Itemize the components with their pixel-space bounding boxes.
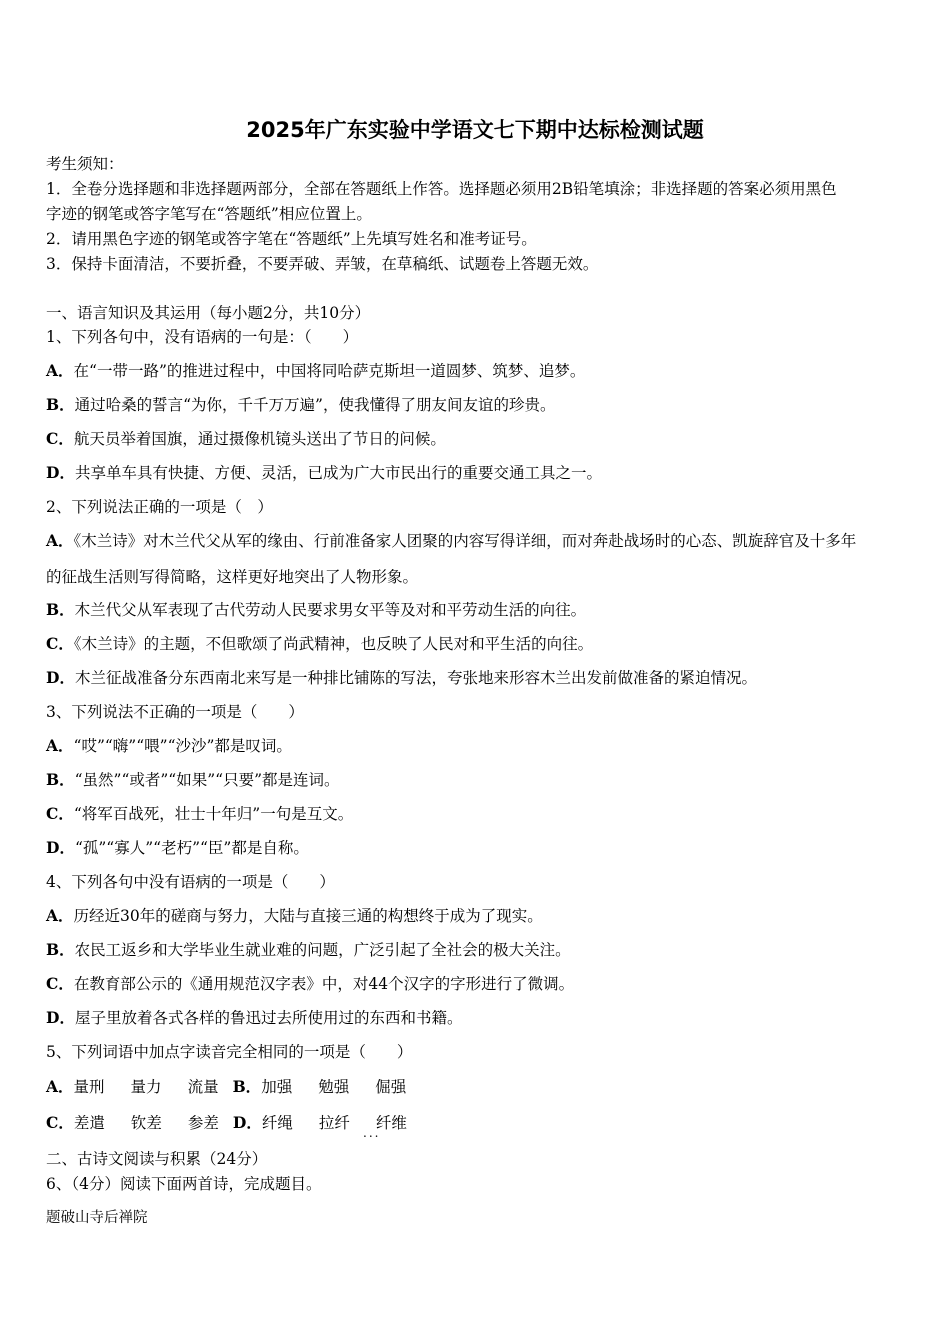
option-text: 屋子里放着各式各样的鲁迅过去所使用过的东西和书籍。 — [74, 1009, 463, 1027]
q4-option-d — [46, 1008, 462, 1028]
option-label: D． — [46, 668, 75, 687]
option-label: D． — [232, 1113, 262, 1132]
q5-row-ab — [46, 1077, 432, 1097]
emphasis-dots: ... — [363, 1126, 381, 1140]
q2-option-d — [46, 668, 757, 688]
q2-option-c — [46, 634, 593, 654]
option-text: 农民工返乡和大学毕业生就业难的问题，广泛引起了全社会的极大关注。 — [74, 941, 571, 959]
option-text: “孤”“寡人”“老朽”“臣”都是自称。 — [74, 839, 309, 857]
word: 倔强 — [375, 1078, 407, 1096]
word: 流量 — [187, 1078, 219, 1096]
option-text: 《木兰诗》的主题，不但歌颂了尚武精神，也反映了人民对和平生活的向往。 — [73, 635, 594, 653]
q3-option-d — [46, 838, 309, 858]
q2-option-a — [46, 531, 856, 551]
word: 拉纤 — [318, 1114, 350, 1132]
q1-option-d — [46, 463, 602, 483]
option-text: 航天员举着国旗，通过摄像机镜头送出了节日的问候。 — [73, 430, 446, 448]
option-label: B． — [46, 395, 75, 414]
option-label: B． — [46, 600, 75, 619]
word: 差遣 — [73, 1114, 105, 1132]
option-text: “哎”“嗨”“喂”“沙沙”都是叹词。 — [73, 737, 292, 755]
notice-line-1: 1．全卷分选择题和非选择题两部分，全部在答题纸上作答。选择题必须用2B铅笔填涂；非选择题的答案必须用黑色 — [46, 180, 837, 198]
q1-stem: 1、下列各句中，没有语病的一句是：（ ） — [46, 328, 359, 346]
q2-option-a-cont: 的征战生活则写得简略，这样更好地突出了人物形象。 — [46, 568, 419, 586]
word: 勉强 — [318, 1078, 350, 1096]
option-text: 通过哈桑的誓言“为你，千千万万遍”，使我懂得了朋友间友谊的珍贵。 — [74, 396, 556, 414]
word: 量刑 — [73, 1078, 105, 1096]
word: 钦差 — [130, 1114, 162, 1132]
q4-stem: 4、下列各句中没有语病的一项是（ ） — [46, 873, 335, 891]
option-label: A． — [46, 736, 74, 755]
option-label: D． — [46, 838, 75, 857]
option-text: “将军百战死，壮士十年归”一句是互文。 — [73, 805, 354, 823]
q4-option-b — [46, 940, 571, 960]
q5-stem: 5、下列词语中加点字读音完全相同的一项是（ ） — [46, 1043, 413, 1061]
option-text: “虽然”“或者”“如果”“只要”都是连词。 — [74, 771, 340, 789]
option-label: A． — [46, 1077, 74, 1096]
q2-option-b — [46, 600, 586, 620]
option-label: B． — [46, 770, 75, 789]
word: 量力 — [130, 1078, 162, 1096]
q2-stem: 2、下列说法正确的一项是（ ） — [46, 498, 273, 516]
q4-option-a — [46, 906, 543, 926]
word: 参差 — [187, 1114, 219, 1132]
option-label: C． — [46, 974, 74, 993]
option-text: 在“一带一路”的推进过程中，中国将同哈萨克斯坦一道圆梦、筑梦、追梦。 — [73, 362, 586, 380]
option-label: B． — [46, 940, 75, 959]
section-2-heading: 二、古诗文阅读与积累（24分） — [46, 1150, 268, 1168]
section-1-heading: 一、语言知识及其运用（每小题2分，共10分） — [46, 304, 371, 322]
q1-option-a — [46, 361, 585, 381]
poem-title: 题破山寺后禅院 — [46, 1210, 148, 1226]
option-text: 在教育部公示的《通用规范汉字表》中，对44个汉字的字形进行了微调。 — [73, 975, 575, 993]
option-label: C． — [46, 1113, 74, 1132]
option-label: A． — [46, 906, 74, 925]
word: 纤绳 — [261, 1114, 293, 1132]
option-label: D． — [46, 1008, 75, 1027]
word: 加强 — [261, 1078, 293, 1096]
q1-option-c — [46, 429, 446, 449]
q4-option-c — [46, 974, 574, 994]
option-text: 《木兰诗》对木兰代父从军的缘由、行前准备家人团聚的内容写得详细，而对奔赴战场时的心态、凯旋辞官及十多年 — [73, 532, 857, 550]
q1-option-b — [46, 395, 555, 415]
option-text: 共享单车具有快捷、方便、灵活，已成为广大市民出行的重要交通工具之一。 — [74, 464, 602, 482]
word: 纤维 — [375, 1114, 407, 1132]
option-text: 木兰代父从军表现了古代劳动人民要求男女平等及对和平劳动生活的向往。 — [74, 601, 587, 619]
notice-line-3: 3．保持卡面清洁，不要折叠，不要弄破、弄皱，在草稿纸、试题卷上答题无效。 — [46, 255, 599, 273]
q3-option-c — [46, 804, 353, 824]
notice-line-2: 2．请用黑色字迹的钢笔或答字笔在“答题纸”上先填写姓名和准考证号。 — [46, 230, 537, 248]
q3-option-b — [46, 770, 340, 790]
option-label: A． — [46, 361, 74, 380]
option-label: C． — [46, 634, 74, 653]
notice-line-1b: 字迹的钢笔或答字笔写在“答题纸”相应位置上。 — [46, 205, 372, 223]
option-text: 历经近30年的磋商与努力，大陆与直接三通的构想终于成为了现实。 — [73, 907, 543, 925]
page-title: 2025年广东实验中学语文七下期中达标检测试题 — [246, 118, 704, 142]
option-label: A． — [46, 531, 74, 550]
q6-stem: 6、（4分）阅读下面两首诗，完成题目。 — [46, 1175, 322, 1193]
option-label: C． — [46, 804, 74, 823]
option-label: C． — [46, 429, 74, 448]
q3-stem: 3、下列说法不正确的一项是（ ） — [46, 703, 304, 721]
option-label: B． — [232, 1077, 262, 1096]
q3-option-a — [46, 736, 292, 756]
option-text: 木兰征战准备分东西南北来写是一种排比铺陈的写法，夸张地来形容木兰出发前做准备的紧迫情况。 — [74, 669, 757, 687]
notice-heading: 考生须知： — [46, 155, 124, 173]
option-label: D． — [46, 463, 75, 482]
